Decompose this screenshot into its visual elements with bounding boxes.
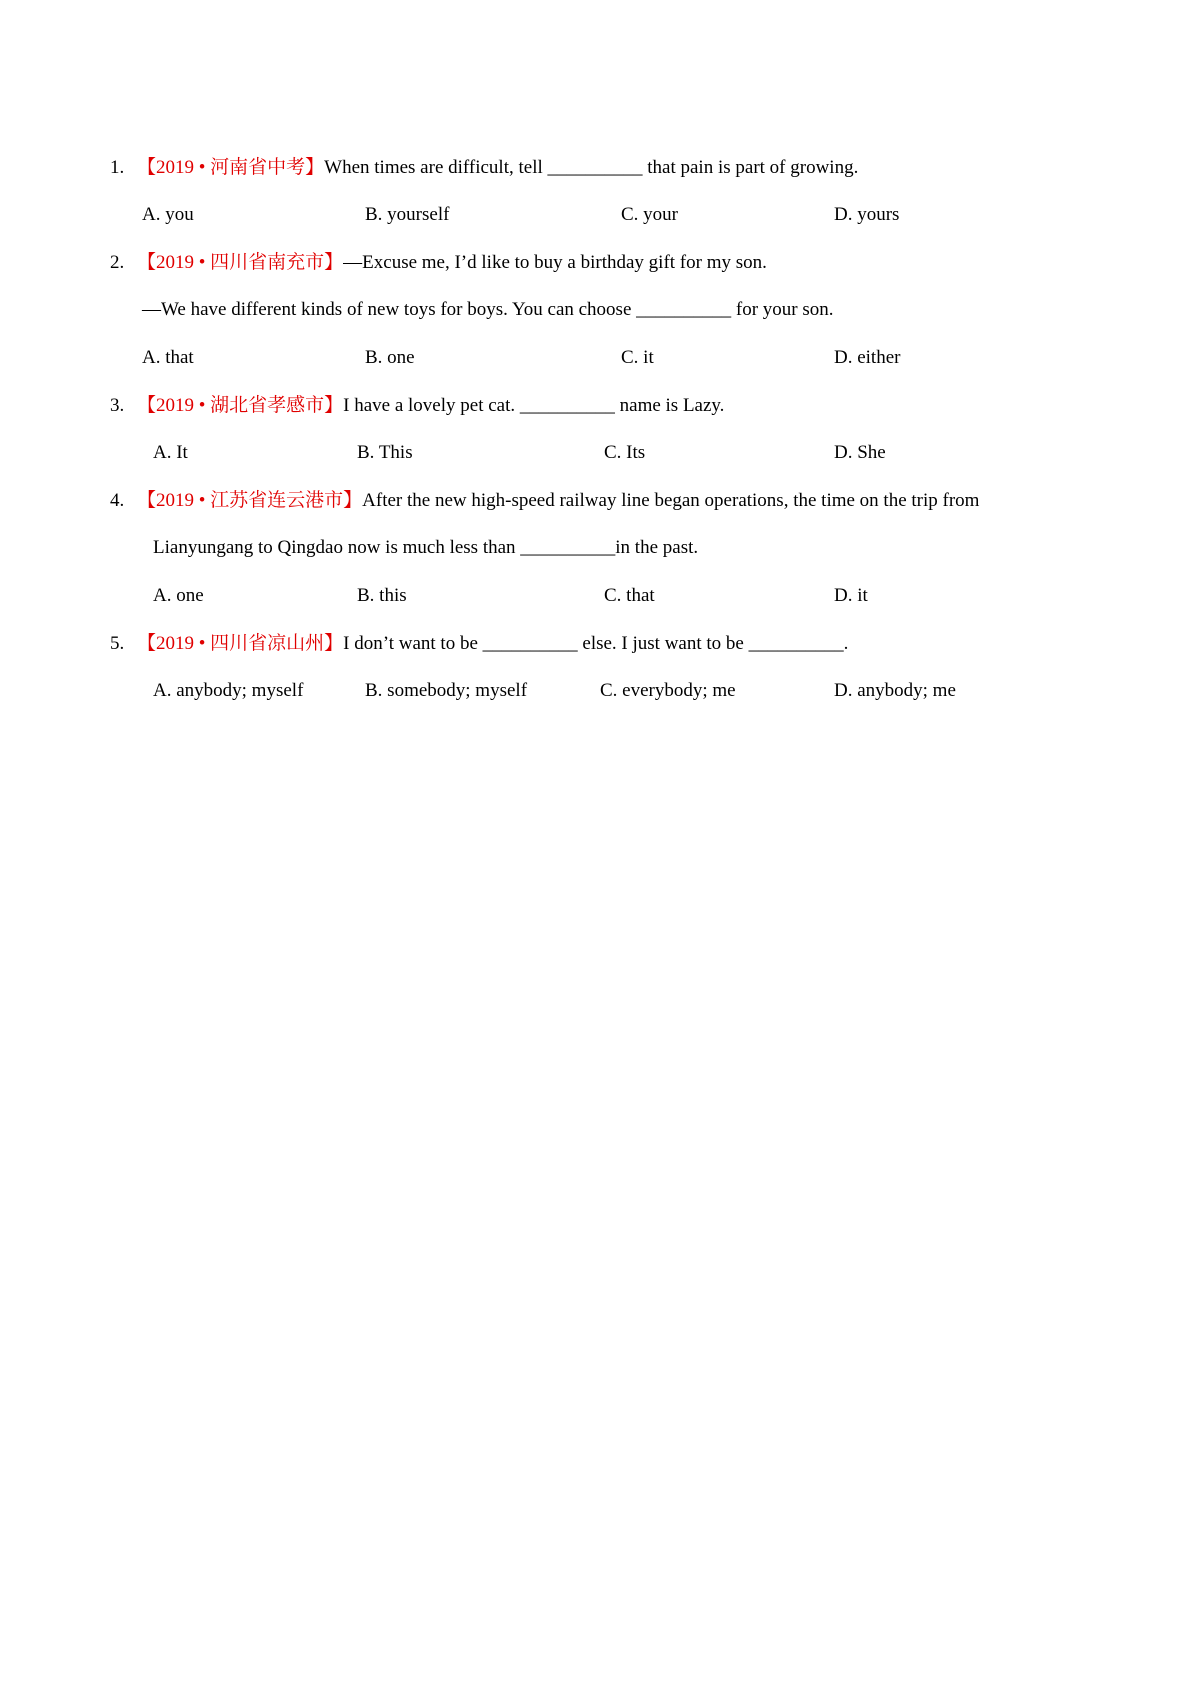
question-source: 【2019 • 湖北省孝感市】	[137, 395, 344, 416]
question-number: 3.	[110, 395, 125, 416]
option-d: D. yours	[834, 204, 900, 225]
question-text: I have a lovely pet cat. __________ name is Lazy.	[343, 395, 725, 416]
question-number: 4.	[110, 490, 125, 511]
option-b: B. this	[357, 585, 407, 606]
option-a: A. you	[142, 204, 194, 225]
option-b: B. This	[357, 442, 413, 463]
option-c: C. it	[621, 347, 654, 368]
question-source: 【2019 • 四川省南充市】	[137, 252, 344, 273]
option-b: B. one	[365, 347, 415, 368]
question-number: 1.	[110, 157, 125, 178]
option-a: A. It	[153, 442, 188, 463]
option-c: C. that	[604, 585, 655, 606]
option-d: D. either	[834, 347, 901, 368]
question-number: 5.	[110, 633, 125, 654]
question-text-continued: —We have different kinds of new toys for boys. You can choose __________ for your son.	[142, 299, 834, 320]
option-c: C. everybody; me	[600, 680, 736, 701]
question-text: —Excuse me, I’d like to buy a birthday gift for my son.	[343, 252, 767, 273]
option-a: A. that	[142, 347, 194, 368]
question-text: After the new high-speed railway line began operations, the time on the trip from	[362, 490, 980, 511]
question-text-continued: Lianyungang to Qingdao now is much less than __________in the past.	[153, 537, 699, 558]
question-number: 2.	[110, 252, 125, 273]
option-a: A. anybody; myself	[153, 680, 304, 701]
question-source: 【2019 • 四川省凉山州】	[137, 633, 344, 654]
option-d: D. anybody; me	[834, 680, 956, 701]
option-a: A. one	[153, 585, 204, 606]
option-c: C. your	[621, 204, 678, 225]
question-source: 【2019 • 河南省中考】	[137, 157, 325, 178]
question-text: When times are difficult, tell __________ that pain is part of growing.	[324, 157, 859, 178]
option-c: C. Its	[604, 442, 646, 463]
question-source: 【2019 • 江苏省连云港市】	[137, 490, 363, 511]
option-d: D. She	[834, 442, 886, 463]
option-d: D. it	[834, 585, 868, 606]
question-text: I don’t want to be __________ else. I just want to be __________.	[343, 633, 849, 654]
option-b: B. somebody; myself	[365, 680, 528, 701]
option-b: B. yourself	[365, 204, 450, 225]
